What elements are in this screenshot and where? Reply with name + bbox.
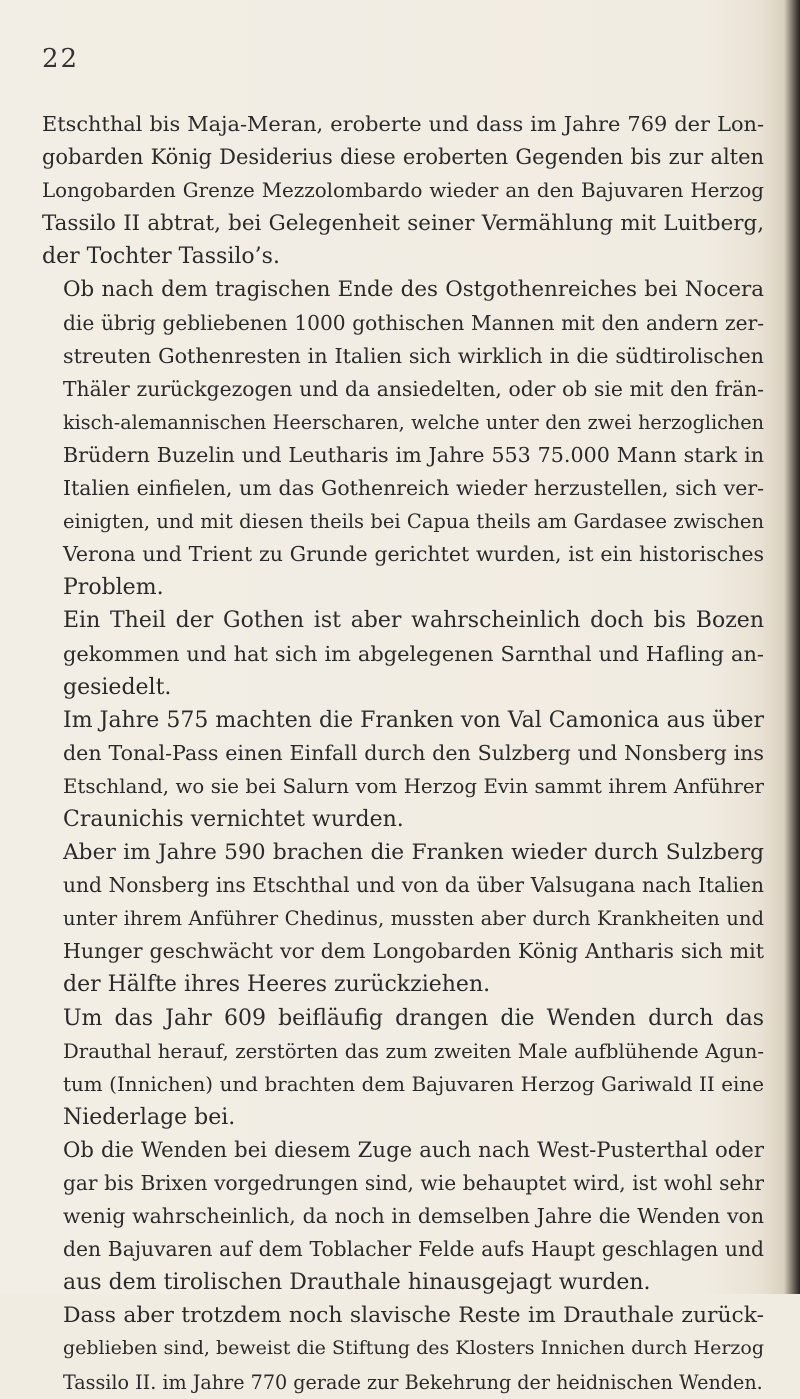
paragraph — [42, 108, 764, 273]
text-line: Etschland, wo sie bei Salurn vom Herzog Evin sammt ihrem Anführer — [63, 774, 764, 798]
paragraph — [42, 273, 764, 604]
text-line: und Nonsberg ins Etschthal und von da über Valsugana nach Italien — [63, 873, 764, 898]
text-line: Ob die Wenden bei diesem Zuge auch nach West-Pusterthal oder — [63, 1137, 764, 1163]
text-line: der Hälfte ihres Heeres zurückziehen. — [63, 972, 491, 998]
paragraph — [42, 704, 764, 836]
paragraph — [42, 1299, 764, 1398]
text-line: Problem. — [63, 575, 164, 601]
text-line: wenig wahrscheinlich, da noch in demselben Jahre die Wenden von — [63, 1204, 764, 1229]
page-number: 22 — [42, 44, 80, 74]
body-text — [42, 108, 764, 1399]
text-line: Tassilo II abtrat, bei Gelegenheit seiner Vermählung mit Luitberg, — [42, 211, 764, 237]
text-line: der Tochter Tassilo’s. — [42, 244, 280, 270]
text-line: den Tonal-Pass einen Einfall durch den Sulzberg und Nonsberg ins — [63, 740, 764, 765]
paragraph — [42, 1134, 764, 1299]
text-line: gekommen und hat sich im abgelegenen Sarnthal und Hafling an- — [63, 641, 764, 666]
text-line: Drauthal herauf, zerstörten das zum zweiten Male aufblühende Agun- — [63, 1039, 764, 1063]
text-line: Longobarden Grenze Mezzolombardo wieder an den Bajuvaren Herzog — [42, 179, 764, 203]
text-line: streuten Gothenresten in Italien sich wirklich in die südtirolischen — [63, 343, 764, 368]
text-line: Brüdern Buzelin und Leutharis im Jahre 553 75.000 Mann stark in — [63, 442, 764, 467]
text-line: Craunichis vernichtet wurden. — [63, 806, 404, 832]
text-line: Etschthal bis Maja-Meran, eroberte und dass im Jahre 769 der Lon- — [42, 112, 764, 136]
text-line: aus dem tirolischen Drauthale hinausgejagt wurden. — [63, 1270, 651, 1296]
text-line: Hunger geschwächt vor dem Longobarden König Antharis sich mit — [63, 939, 764, 964]
text-line: Tassilo II. im Jahre 770 gerade zur Bekehrung der heidnischen Wenden. — [63, 1370, 763, 1394]
paragraph — [42, 604, 764, 703]
text-line: tum (Innichen) und brachten dem Bajuvaren Herzog Gariwald II eine — [63, 1072, 764, 1096]
paragraph — [42, 836, 764, 1001]
text-line: Thäler zurückgezogen und da ansiedelten, oder ob sie mit den frän- — [63, 376, 764, 401]
text-line: Im Jahre 575 machten die Franken von Val Camonica aus über — [63, 707, 764, 733]
text-line: gobarden König Desiderius diese eroberten Gegenden bis zur alten — [42, 145, 764, 170]
text-line: gesiedelt. — [63, 674, 172, 700]
text-line: Aber im Jahre 590 brachen die Franken wieder durch Sulzberg — [63, 840, 764, 866]
text-line: Dass aber trotzdem noch slavische Reste im Drauthale zurück- — [63, 1303, 764, 1329]
text-line: geblieben sind, beweist die Stiftung des Klosters Innichen durch Herzog — [63, 1337, 764, 1360]
text-line: einigten, und mit diesen theils bei Capua theils am Gardasee zwischen — [63, 510, 764, 534]
text-line: Italien einfielen, um das Gothenreich wieder herzustellen, sich ver- — [63, 476, 764, 501]
text-line: Ob nach dem tragischen Ende des Ostgothenreiches bei Nocera — [63, 277, 764, 303]
text-line: Niederlage bei. — [63, 1104, 236, 1130]
paragraph — [42, 1002, 764, 1134]
text-line: Verona und Trient zu Grunde gerichtet wurden, ist ein historisches — [63, 542, 764, 567]
text-line: gar bis Brixen vorgedrungen sind, wie behauptet wird, ist wohl sehr — [63, 1171, 764, 1195]
text-line: unter ihrem Anführer Chedinus, mussten aber durch Krankheiten und — [63, 907, 764, 931]
text-line: den Bajuvaren auf dem Toblacher Felde aufs Haupt geschlagen und — [63, 1237, 764, 1262]
text-line: Um das Jahr 609 beifläufig drangen die Wenden durch das — [63, 1005, 764, 1031]
text-line: Ein Theil der Gothen ist aber wahrscheinlich doch bis Bozen — [63, 608, 764, 634]
text-line: kisch-alemannischen Heerscharen, welche unter den zwei herzoglichen — [63, 410, 764, 434]
text-line: die übrig gebliebenen 1000 gothischen Mannen mit den andern zer- — [63, 310, 764, 335]
